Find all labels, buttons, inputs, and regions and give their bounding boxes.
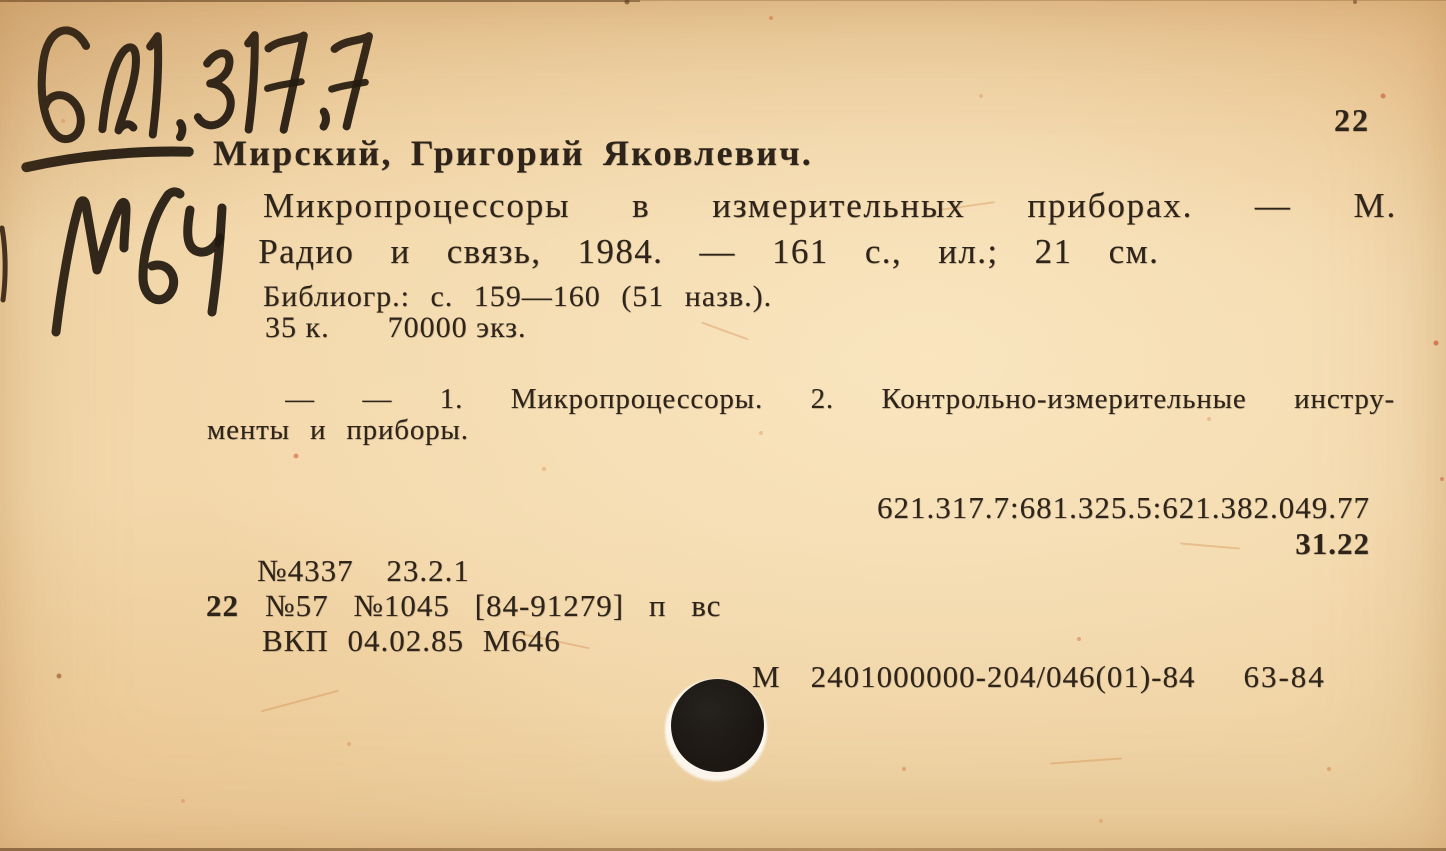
title-line-2: : Радио и связь, 1984. — 161 с., ил.; 21 см. [211, 232, 1160, 271]
udc-index: 621.317.7:681.325.5:621.382.049.77 [877, 490, 1370, 525]
paper-fiber [1050, 757, 1122, 764]
handwritten-underline [26, 150, 189, 167]
paper-fiber [261, 690, 339, 713]
publisher-code: 2401000000-204/046(01)-84 [810, 659, 1196, 694]
punch-hole [671, 679, 764, 772]
paper-fiber [1180, 542, 1240, 549]
author-heading: Мирский, Григорий Яковлевич. [213, 133, 813, 173]
accession-line-2-number: 22 [206, 588, 239, 623]
bbk-index: 31.22 [1295, 526, 1370, 561]
paper-fiber [701, 322, 749, 341]
accession-line-2-text: №57 №1045 [84-91279] п вс [265, 588, 722, 623]
page-number: 22 [1334, 102, 1370, 138]
subject-headings-line-1: — — 1. Микропроцессоры. 2. Контрольно-измерительные инстру- [285, 384, 1395, 415]
publisher-code-suffix: 63-84 [1243, 659, 1326, 694]
print-run: 70000 экз. [387, 311, 527, 344]
bibliography-note: Библиогр.: с. 159—160 (51 назв.). [263, 280, 773, 313]
handwritten-author-mark [2, 192, 222, 332]
accession-line-1: №4337 23.2.1 [257, 553, 470, 588]
publisher-code-line [752, 660, 1326, 693]
price: 35 к. [265, 311, 330, 344]
price-line [265, 312, 526, 344]
title-line-1: Микропроцессоры в измерительных приборах. — М. [263, 187, 1397, 225]
accession-line-2 [206, 589, 721, 622]
subject-headings-line-2: менты и приборы. [207, 414, 469, 446]
stray-ink-stroke [2, 228, 5, 300]
card-top-edge-faint [640, 0, 1446, 1]
accession-line-3: ВКП 04.02.85 М646 [262, 623, 561, 658]
publisher-code-prefix: М [752, 659, 781, 694]
